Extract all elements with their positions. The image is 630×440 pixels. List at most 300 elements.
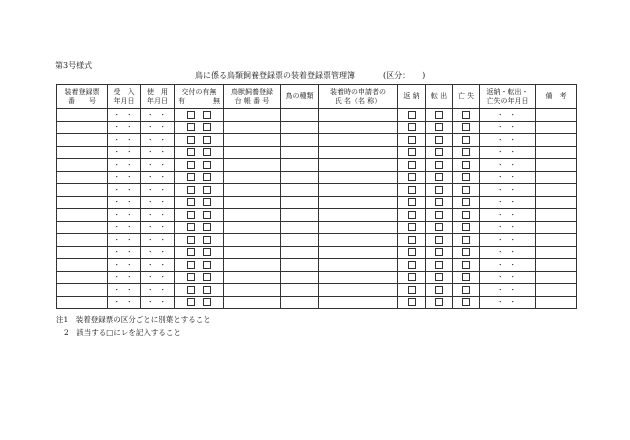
cell-lost[interactable] bbox=[453, 271, 480, 284]
cell-status-date[interactable] bbox=[480, 121, 536, 134]
cell-transferred[interactable] bbox=[426, 209, 453, 222]
checkbox-icon[interactable] bbox=[462, 161, 470, 169]
cell-issued[interactable] bbox=[175, 121, 224, 134]
cell-tag-number[interactable] bbox=[57, 146, 108, 159]
cell-lost[interactable] bbox=[453, 121, 480, 134]
cell-received-date[interactable] bbox=[108, 196, 141, 209]
cell-lost[interactable] bbox=[453, 296, 480, 309]
checkbox-icon[interactable] bbox=[408, 248, 416, 256]
cell-transferred[interactable] bbox=[426, 171, 453, 184]
cell-remarks[interactable] bbox=[536, 134, 577, 147]
checkbox-icon[interactable] bbox=[462, 198, 470, 206]
cell-ledger-number[interactable] bbox=[224, 109, 281, 122]
checkbox-icon[interactable] bbox=[203, 273, 211, 281]
cell-tag-number[interactable] bbox=[57, 259, 108, 272]
cell-returned[interactable] bbox=[398, 146, 426, 159]
checkbox-icon[interactable] bbox=[462, 298, 470, 306]
cell-used-date[interactable] bbox=[141, 234, 175, 247]
date-placeholder: ・ ・ bbox=[146, 260, 169, 269]
cell-transferred[interactable] bbox=[426, 184, 453, 197]
cell-returned[interactable] bbox=[398, 246, 426, 259]
checkbox-icon[interactable] bbox=[408, 173, 416, 181]
cell-status-date[interactable] bbox=[480, 134, 536, 147]
checkbox-icon[interactable] bbox=[435, 161, 443, 169]
cell-status-date[interactable] bbox=[480, 234, 536, 247]
cell-applicant-name[interactable] bbox=[319, 259, 398, 272]
cell-status-date[interactable] bbox=[480, 184, 536, 197]
checkbox-icon[interactable] bbox=[203, 136, 211, 144]
checkbox-icon[interactable] bbox=[203, 123, 211, 131]
cell-transferred[interactable] bbox=[426, 271, 453, 284]
table-row bbox=[57, 184, 577, 197]
checkbox-icon[interactable] bbox=[408, 261, 416, 269]
note-1: 注1 装着登録票の区分ごとに別葉とすること bbox=[56, 315, 211, 324]
cell-issued[interactable] bbox=[175, 209, 224, 222]
checkbox-icon[interactable] bbox=[462, 211, 470, 219]
cell-received-date[interactable] bbox=[108, 284, 141, 297]
cell-applicant-name[interactable] bbox=[319, 296, 398, 309]
cell-ledger-number[interactable] bbox=[224, 209, 281, 222]
cell-lost[interactable] bbox=[453, 146, 480, 159]
cell-ledger-number[interactable] bbox=[224, 146, 281, 159]
checkbox-icon[interactable] bbox=[187, 161, 195, 169]
cell-ledger-number[interactable] bbox=[224, 221, 281, 234]
cell-issued[interactable] bbox=[175, 259, 224, 272]
cell-returned[interactable] bbox=[398, 284, 426, 297]
checkbox-icon[interactable] bbox=[408, 273, 416, 281]
checkbox-icon[interactable] bbox=[435, 136, 443, 144]
checkbox-icon[interactable] bbox=[435, 286, 443, 294]
checkbox-icon[interactable] bbox=[408, 111, 416, 119]
cell-transferred[interactable] bbox=[426, 296, 453, 309]
cell-ledger-number[interactable] bbox=[224, 259, 281, 272]
cell-applicant-name[interactable] bbox=[319, 159, 398, 172]
cell-tag-number[interactable] bbox=[57, 121, 108, 134]
cell-applicant-name[interactable] bbox=[319, 234, 398, 247]
cell-status-date[interactable] bbox=[480, 209, 536, 222]
cell-lost[interactable] bbox=[453, 159, 480, 172]
cell-used-date[interactable] bbox=[141, 259, 175, 272]
checkbox-icon[interactable] bbox=[408, 161, 416, 169]
checkbox-icon[interactable] bbox=[187, 173, 195, 181]
cell-received-date[interactable] bbox=[108, 159, 141, 172]
checkbox-icon[interactable] bbox=[435, 248, 443, 256]
cell-used-date[interactable] bbox=[141, 121, 175, 134]
checkbox-icon[interactable] bbox=[203, 198, 211, 206]
checkbox-icon[interactable] bbox=[462, 173, 470, 181]
cell-received-date[interactable] bbox=[108, 121, 141, 134]
cell-applicant-name[interactable] bbox=[319, 146, 398, 159]
cell-ledger-number[interactable] bbox=[224, 296, 281, 309]
cell-applicant-name[interactable] bbox=[319, 196, 398, 209]
checkbox-icon[interactable] bbox=[435, 198, 443, 206]
cell-used-date[interactable] bbox=[141, 196, 175, 209]
checkbox-icon[interactable] bbox=[203, 236, 211, 244]
cell-returned[interactable] bbox=[398, 159, 426, 172]
checkbox-icon[interactable] bbox=[187, 248, 195, 256]
checkbox-icon[interactable] bbox=[203, 286, 211, 294]
checkbox-icon[interactable] bbox=[187, 198, 195, 206]
cell-remarks[interactable] bbox=[536, 296, 577, 309]
checkbox-icon[interactable] bbox=[462, 136, 470, 144]
cell-used-date[interactable] bbox=[141, 171, 175, 184]
cell-status-date[interactable] bbox=[480, 171, 536, 184]
checkbox-icon[interactable] bbox=[408, 198, 416, 206]
cell-issued[interactable] bbox=[175, 171, 224, 184]
header-row bbox=[57, 85, 577, 109]
cell-issued[interactable] bbox=[175, 109, 224, 122]
cell-transferred[interactable] bbox=[426, 284, 453, 297]
checkbox-icon[interactable] bbox=[203, 261, 211, 269]
cell-remarks[interactable] bbox=[536, 284, 577, 297]
checkbox-icon[interactable] bbox=[203, 173, 211, 181]
checkbox-icon[interactable] bbox=[408, 123, 416, 131]
cell-bird-species[interactable] bbox=[281, 209, 319, 222]
date-placeholder: ・ ・ bbox=[496, 185, 519, 194]
cell-returned[interactable] bbox=[398, 259, 426, 272]
checkbox-icon[interactable] bbox=[187, 261, 195, 269]
checkbox-icon[interactable] bbox=[462, 148, 470, 156]
checkbox-icon[interactable] bbox=[462, 261, 470, 269]
cell-lost[interactable] bbox=[453, 246, 480, 259]
cell-transferred[interactable] bbox=[426, 221, 453, 234]
checkbox-icon[interactable] bbox=[203, 148, 211, 156]
cell-remarks[interactable] bbox=[536, 221, 577, 234]
date-placeholder: ・ ・ bbox=[496, 235, 519, 244]
cell-tag-number[interactable] bbox=[57, 196, 108, 209]
cell-tag-number[interactable] bbox=[57, 221, 108, 234]
cell-bird-species[interactable] bbox=[281, 109, 319, 122]
header-applicant-l2: 氏 名（名 称） bbox=[334, 96, 382, 105]
checkbox-icon[interactable] bbox=[187, 298, 195, 306]
date-placeholder: ・ ・ bbox=[113, 135, 135, 144]
cell-remarks[interactable] bbox=[536, 109, 577, 122]
header-used-date bbox=[141, 85, 175, 109]
cell-applicant-name[interactable] bbox=[319, 184, 398, 197]
checkbox-icon[interactable] bbox=[187, 136, 195, 144]
cell-returned[interactable] bbox=[398, 109, 426, 122]
cell-returned[interactable] bbox=[398, 171, 426, 184]
cell-lost[interactable] bbox=[453, 184, 480, 197]
date-placeholder: ・ ・ bbox=[496, 148, 519, 157]
cell-applicant-name[interactable] bbox=[319, 209, 398, 222]
cell-tag-number[interactable] bbox=[57, 184, 108, 197]
cell-used-date[interactable] bbox=[141, 284, 175, 297]
cell-issued[interactable] bbox=[175, 221, 224, 234]
checkbox-icon[interactable] bbox=[408, 298, 416, 306]
checkbox-icon[interactable] bbox=[203, 186, 211, 194]
checkbox-icon[interactable] bbox=[435, 273, 443, 281]
cell-bird-species[interactable] bbox=[281, 246, 319, 259]
checkbox-icon[interactable] bbox=[203, 211, 211, 219]
checkbox-icon[interactable] bbox=[435, 123, 443, 131]
cell-bird-species[interactable] bbox=[281, 171, 319, 184]
checkbox-icon[interactable] bbox=[187, 273, 195, 281]
checkbox-icon[interactable] bbox=[408, 223, 416, 231]
cell-issued[interactable] bbox=[175, 284, 224, 297]
cell-transferred[interactable] bbox=[426, 134, 453, 147]
date-placeholder: ・ ・ bbox=[496, 135, 519, 144]
cell-tag-number[interactable] bbox=[57, 234, 108, 247]
cell-applicant-name[interactable] bbox=[319, 221, 398, 234]
cell-bird-species[interactable] bbox=[281, 284, 319, 297]
cell-remarks[interactable] bbox=[536, 121, 577, 134]
checkbox-icon[interactable] bbox=[435, 148, 443, 156]
cell-issued[interactable] bbox=[175, 271, 224, 284]
cell-transferred[interactable] bbox=[426, 146, 453, 159]
cell-tag-number[interactable] bbox=[57, 296, 108, 309]
checkbox-icon[interactable] bbox=[435, 211, 443, 219]
cell-remarks[interactable] bbox=[536, 209, 577, 222]
checkbox-icon[interactable] bbox=[187, 236, 195, 244]
checkbox-icon[interactable] bbox=[203, 111, 211, 119]
checkbox-icon[interactable] bbox=[435, 186, 443, 194]
cell-bird-species[interactable] bbox=[281, 159, 319, 172]
cell-returned[interactable] bbox=[398, 209, 426, 222]
cell-used-date[interactable] bbox=[141, 159, 175, 172]
checkbox-icon[interactable] bbox=[435, 236, 443, 244]
cell-tag-number[interactable] bbox=[57, 171, 108, 184]
cell-status-date[interactable] bbox=[480, 259, 536, 272]
cell-lost[interactable] bbox=[453, 259, 480, 272]
cell-used-date[interactable] bbox=[141, 109, 175, 122]
cell-ledger-number[interactable] bbox=[224, 121, 281, 134]
checkbox-icon[interactable] bbox=[408, 148, 416, 156]
checkbox-icon[interactable] bbox=[187, 123, 195, 131]
checkbox-icon[interactable] bbox=[203, 298, 211, 306]
cell-status-date[interactable] bbox=[480, 246, 536, 259]
checkbox-icon[interactable] bbox=[187, 186, 195, 194]
cell-received-date[interactable] bbox=[108, 134, 141, 147]
cell-bird-species[interactable] bbox=[281, 184, 319, 197]
checkbox-icon[interactable] bbox=[462, 273, 470, 281]
date-placeholder: ・ ・ bbox=[146, 198, 169, 207]
cell-status-date[interactable] bbox=[480, 221, 536, 234]
checkbox-icon[interactable] bbox=[462, 223, 470, 231]
cell-bird-species[interactable] bbox=[281, 259, 319, 272]
cell-returned[interactable] bbox=[398, 234, 426, 247]
checkbox-icon[interactable] bbox=[435, 173, 443, 181]
cell-status-date[interactable] bbox=[480, 284, 536, 297]
checkbox-icon[interactable] bbox=[187, 148, 195, 156]
date-placeholder: ・ ・ bbox=[496, 273, 519, 282]
checkbox-icon[interactable] bbox=[408, 186, 416, 194]
date-placeholder: ・ ・ bbox=[496, 173, 519, 182]
cell-returned[interactable] bbox=[398, 184, 426, 197]
checkbox-icon[interactable] bbox=[462, 123, 470, 131]
cell-remarks[interactable] bbox=[536, 171, 577, 184]
checkbox-icon[interactable] bbox=[462, 111, 470, 119]
cell-used-date[interactable] bbox=[141, 246, 175, 259]
form-number-label: 第3号様式 bbox=[55, 61, 93, 70]
checkbox-icon[interactable] bbox=[203, 223, 211, 231]
cell-returned[interactable] bbox=[398, 221, 426, 234]
cell-applicant-name[interactable] bbox=[319, 134, 398, 147]
cell-status-date[interactable] bbox=[480, 296, 536, 309]
cell-used-date[interactable] bbox=[141, 209, 175, 222]
cell-bird-species[interactable] bbox=[281, 296, 319, 309]
cell-received-date[interactable] bbox=[108, 271, 141, 284]
cell-remarks[interactable] bbox=[536, 234, 577, 247]
checkbox-icon[interactable] bbox=[203, 161, 211, 169]
cell-tag-number[interactable] bbox=[57, 209, 108, 222]
header-issued-l1: 交付の有無 bbox=[181, 87, 217, 96]
cell-applicant-name[interactable] bbox=[319, 271, 398, 284]
date-placeholder: ・ ・ bbox=[146, 123, 169, 132]
cell-issued[interactable] bbox=[175, 159, 224, 172]
cell-status-date[interactable] bbox=[480, 196, 536, 209]
cell-bird-species[interactable] bbox=[281, 221, 319, 234]
cell-issued[interactable] bbox=[175, 246, 224, 259]
cell-issued[interactable] bbox=[175, 296, 224, 309]
cell-issued[interactable] bbox=[175, 196, 224, 209]
cell-remarks[interactable] bbox=[536, 196, 577, 209]
cell-tag-number[interactable] bbox=[57, 271, 108, 284]
checkbox-icon[interactable] bbox=[462, 236, 470, 244]
cell-received-date[interactable] bbox=[108, 234, 141, 247]
cell-used-date[interactable] bbox=[141, 221, 175, 234]
cell-bird-species[interactable] bbox=[281, 146, 319, 159]
cell-used-date[interactable] bbox=[141, 146, 175, 159]
cell-transferred[interactable] bbox=[426, 234, 453, 247]
checkbox-icon[interactable] bbox=[435, 223, 443, 231]
checkbox-icon[interactable] bbox=[408, 211, 416, 219]
cell-ledger-number[interactable] bbox=[224, 134, 281, 147]
cell-bird-species[interactable] bbox=[281, 134, 319, 147]
cell-remarks[interactable] bbox=[536, 159, 577, 172]
date-placeholder: ・ ・ bbox=[146, 160, 169, 169]
cell-applicant-name[interactable] bbox=[319, 121, 398, 134]
cell-status-date[interactable] bbox=[480, 109, 536, 122]
cell-used-date[interactable] bbox=[141, 271, 175, 284]
cell-issued[interactable] bbox=[175, 234, 224, 247]
cell-status-date[interactable] bbox=[480, 271, 536, 284]
cell-received-date[interactable] bbox=[108, 221, 141, 234]
cell-returned[interactable] bbox=[398, 296, 426, 309]
checkbox-icon[interactable] bbox=[435, 298, 443, 306]
cell-ledger-number[interactable] bbox=[224, 284, 281, 297]
checkbox-icon[interactable] bbox=[187, 111, 195, 119]
checkbox-icon[interactable] bbox=[435, 111, 443, 119]
cell-returned[interactable] bbox=[398, 121, 426, 134]
cell-lost[interactable] bbox=[453, 234, 480, 247]
cell-transferred[interactable] bbox=[426, 246, 453, 259]
table-row bbox=[57, 234, 577, 247]
cell-ledger-number[interactable] bbox=[224, 171, 281, 184]
cell-lost[interactable] bbox=[453, 221, 480, 234]
cell-used-date[interactable] bbox=[141, 184, 175, 197]
cell-ledger-number[interactable] bbox=[224, 246, 281, 259]
cell-ledger-number[interactable] bbox=[224, 184, 281, 197]
checkbox-icon[interactable] bbox=[462, 248, 470, 256]
cell-tag-number[interactable] bbox=[57, 246, 108, 259]
cell-bird-species[interactable] bbox=[281, 234, 319, 247]
checkbox-icon[interactable] bbox=[435, 261, 443, 269]
cell-ledger-number[interactable] bbox=[224, 234, 281, 247]
checkbox-icon[interactable] bbox=[187, 286, 195, 294]
date-placeholder: ・ ・ bbox=[146, 235, 169, 244]
checkbox-icon[interactable] bbox=[462, 186, 470, 194]
cell-transferred[interactable] bbox=[426, 259, 453, 272]
cell-used-date[interactable] bbox=[141, 296, 175, 309]
cell-received-date[interactable] bbox=[108, 109, 141, 122]
cell-used-date[interactable] bbox=[141, 134, 175, 147]
cell-received-date[interactable] bbox=[108, 146, 141, 159]
cell-issued[interactable] bbox=[175, 134, 224, 147]
title-text: 鳥に係る鳥類飼養登録票の装着登録票管理簿 bbox=[195, 71, 355, 80]
date-placeholder: ・ ・ bbox=[113, 185, 135, 194]
cell-lost[interactable] bbox=[453, 196, 480, 209]
checkbox-icon[interactable] bbox=[408, 236, 416, 244]
checkbox-icon[interactable] bbox=[408, 136, 416, 144]
cell-bird-species[interactable] bbox=[281, 196, 319, 209]
cell-remarks[interactable] bbox=[536, 184, 577, 197]
cell-transferred[interactable] bbox=[426, 121, 453, 134]
cell-transferred[interactable] bbox=[426, 109, 453, 122]
cell-remarks[interactable] bbox=[536, 146, 577, 159]
date-placeholder: ・ ・ bbox=[146, 135, 169, 144]
cell-remarks[interactable] bbox=[536, 271, 577, 284]
cell-issued[interactable] bbox=[175, 146, 224, 159]
cell-tag-number[interactable] bbox=[57, 134, 108, 147]
checkbox-icon[interactable] bbox=[187, 211, 195, 219]
cell-applicant-name[interactable] bbox=[319, 171, 398, 184]
cell-returned[interactable] bbox=[398, 134, 426, 147]
cell-ledger-number[interactable] bbox=[224, 196, 281, 209]
date-placeholder: ・ ・ bbox=[113, 110, 135, 119]
cell-status-date[interactable] bbox=[480, 146, 536, 159]
cell-received-date[interactable] bbox=[108, 184, 141, 197]
cell-received-date[interactable] bbox=[108, 209, 141, 222]
header-ledger-l2: 台 帳 番 号 bbox=[234, 96, 270, 105]
checkbox-icon[interactable] bbox=[408, 286, 416, 294]
cell-applicant-name[interactable] bbox=[319, 246, 398, 259]
cell-lost[interactable] bbox=[453, 209, 480, 222]
checkbox-icon[interactable] bbox=[203, 248, 211, 256]
cell-tag-number[interactable] bbox=[57, 159, 108, 172]
checkbox-icon[interactable] bbox=[462, 286, 470, 294]
cell-lost[interactable] bbox=[453, 171, 480, 184]
table-row bbox=[57, 109, 577, 122]
cell-received-date[interactable] bbox=[108, 296, 141, 309]
cell-tag-number[interactable] bbox=[57, 284, 108, 297]
table-row bbox=[57, 271, 577, 284]
cell-received-date[interactable] bbox=[108, 259, 141, 272]
cell-returned[interactable] bbox=[398, 271, 426, 284]
cell-status-date[interactable] bbox=[480, 159, 536, 172]
cell-transferred[interactable] bbox=[426, 159, 453, 172]
cell-transferred[interactable] bbox=[426, 196, 453, 209]
cell-bird-species[interactable] bbox=[281, 271, 319, 284]
cell-bird-species[interactable] bbox=[281, 121, 319, 134]
cell-remarks[interactable] bbox=[536, 246, 577, 259]
cell-ledger-number[interactable] bbox=[224, 271, 281, 284]
cell-ledger-number[interactable] bbox=[224, 159, 281, 172]
date-placeholder: ・ ・ bbox=[146, 273, 169, 282]
cell-received-date[interactable] bbox=[108, 171, 141, 184]
cell-lost[interactable] bbox=[453, 134, 480, 147]
cell-lost[interactable] bbox=[453, 109, 480, 122]
cell-applicant-name[interactable] bbox=[319, 284, 398, 297]
cell-remarks[interactable] bbox=[536, 259, 577, 272]
cell-received-date[interactable] bbox=[108, 246, 141, 259]
cell-lost[interactable] bbox=[453, 284, 480, 297]
cell-applicant-name[interactable] bbox=[319, 109, 398, 122]
cell-tag-number[interactable] bbox=[57, 109, 108, 122]
cell-issued[interactable] bbox=[175, 184, 224, 197]
checkbox-icon[interactable] bbox=[187, 223, 195, 231]
cell-returned[interactable] bbox=[398, 196, 426, 209]
